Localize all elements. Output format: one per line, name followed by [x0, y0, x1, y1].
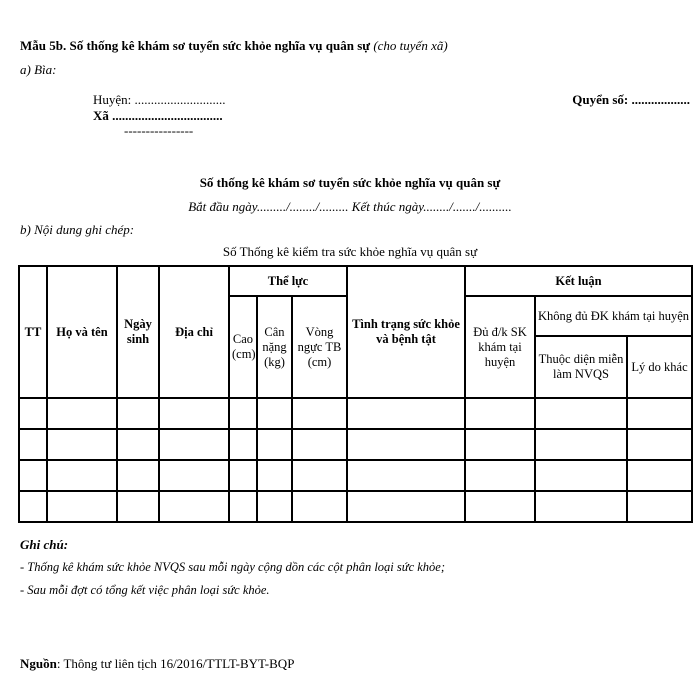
table-cell	[347, 429, 465, 460]
cover-dates: Bắt đầu ngày........./......../......... Kết thúc ngày......../......./..........	[188, 199, 512, 214]
table-cell	[292, 491, 347, 522]
cover-dashes: ----------------	[124, 123, 194, 138]
table-cell	[292, 429, 347, 460]
header-vong-nguc: Vòng ngực TB (cm)	[292, 296, 347, 398]
table-cell	[229, 460, 257, 491]
table-cell	[47, 429, 117, 460]
note-item: - Sau mỗi đợt có tổng kết việc phân loại sức khỏe.	[20, 583, 270, 597]
table-cell	[229, 491, 257, 522]
table-row	[19, 398, 692, 429]
table-cell	[47, 398, 117, 429]
header-ho-ten: Họ và tên	[47, 266, 117, 398]
table-cell	[19, 398, 47, 429]
table-cell	[257, 460, 292, 491]
header-tt: TT	[19, 266, 47, 398]
table-cell	[627, 398, 692, 429]
table-cell	[159, 429, 229, 460]
table-cell	[117, 460, 159, 491]
source-line	[20, 656, 294, 672]
table-cell	[465, 460, 535, 491]
table-cell	[535, 491, 627, 522]
table-row	[19, 491, 692, 522]
table-cell	[627, 429, 692, 460]
header-ngay-sinh: Ngày sinh	[117, 266, 159, 398]
form-title-scope: (cho tuyến xã)	[373, 38, 448, 53]
header-the-luc: Thể lực	[229, 266, 347, 296]
notes-label: Ghi chú:	[20, 537, 69, 552]
header-can-nang: Cân nặng (kg)	[257, 296, 292, 398]
table-cell	[257, 429, 292, 460]
table-body	[19, 398, 692, 522]
health-stats-table	[18, 265, 693, 523]
source-text: : Thông tư liên tịch 16/2016/TTLT-BYT-BQP	[56, 656, 295, 671]
cover-xa: Xã ..................................	[93, 108, 223, 123]
table-cell	[117, 429, 159, 460]
table-cell	[627, 460, 692, 491]
cover-quyen-so: Quyển số: ..................	[572, 92, 690, 107]
table-cell	[292, 398, 347, 429]
table-cell	[535, 429, 627, 460]
table-cell	[535, 460, 627, 491]
table-cell	[229, 429, 257, 460]
table-cell	[19, 429, 47, 460]
table-cell	[159, 491, 229, 522]
header-tinh-trang: Tình trạng sức khỏe và bệnh tật	[347, 266, 465, 398]
table-cell	[19, 491, 47, 522]
table-cell	[117, 398, 159, 429]
table-cell	[347, 460, 465, 491]
form-title	[20, 38, 448, 54]
header-dia-chi: Địa chỉ	[159, 266, 229, 398]
source-label: Nguồn	[20, 656, 57, 671]
section-b-label: b) Nội dung ghi chép:	[20, 222, 135, 237]
table-cell	[292, 460, 347, 491]
header-cao: Cao (cm)	[229, 296, 257, 398]
header-ket-luan: Kết luận	[465, 266, 692, 296]
table-cell	[229, 398, 257, 429]
table-cell	[465, 398, 535, 429]
cover-huyen: Huyện: ............................	[93, 92, 226, 107]
table-cell	[347, 491, 465, 522]
table-cell	[159, 398, 229, 429]
table-row	[19, 429, 692, 460]
table-cell	[347, 398, 465, 429]
cover-book-title: Số thống kê khám sơ tuyển sức khỏe nghĩa vụ quân sự	[199, 175, 501, 190]
header-khong-du: Không đủ ĐK khám tại huyện	[535, 296, 692, 336]
form-title-main: Mẫu 5b. Số thống kê khám sơ tuyển sức khỏe nghĩa vụ quân sự	[20, 38, 371, 53]
table-cell	[465, 491, 535, 522]
table-cell	[47, 460, 117, 491]
table-caption: Số Thống kê kiểm tra sức khỏe nghĩa vụ quân sự	[222, 244, 478, 259]
table-cell	[257, 491, 292, 522]
table-cell	[627, 491, 692, 522]
header-ly-do: Lý do khác	[627, 336, 692, 398]
table-cell	[257, 398, 292, 429]
table-cell	[47, 491, 117, 522]
header-thuoc-dien: Thuộc diện miễn làm NVQS	[535, 336, 627, 398]
header-du-dk: Đủ đ/k SK khám tại huyện	[465, 296, 535, 398]
section-a-label: a) Bìa:	[20, 62, 57, 77]
table-row	[19, 460, 692, 491]
table-cell	[117, 491, 159, 522]
table-cell	[535, 398, 627, 429]
table-cell	[159, 460, 229, 491]
table-cell	[465, 429, 535, 460]
note-item: - Thống kê khám sức khỏe NVQS sau mỗi ngày cộng dồn các cột phân loại sức khỏe;	[20, 560, 445, 574]
table-cell	[19, 460, 47, 491]
